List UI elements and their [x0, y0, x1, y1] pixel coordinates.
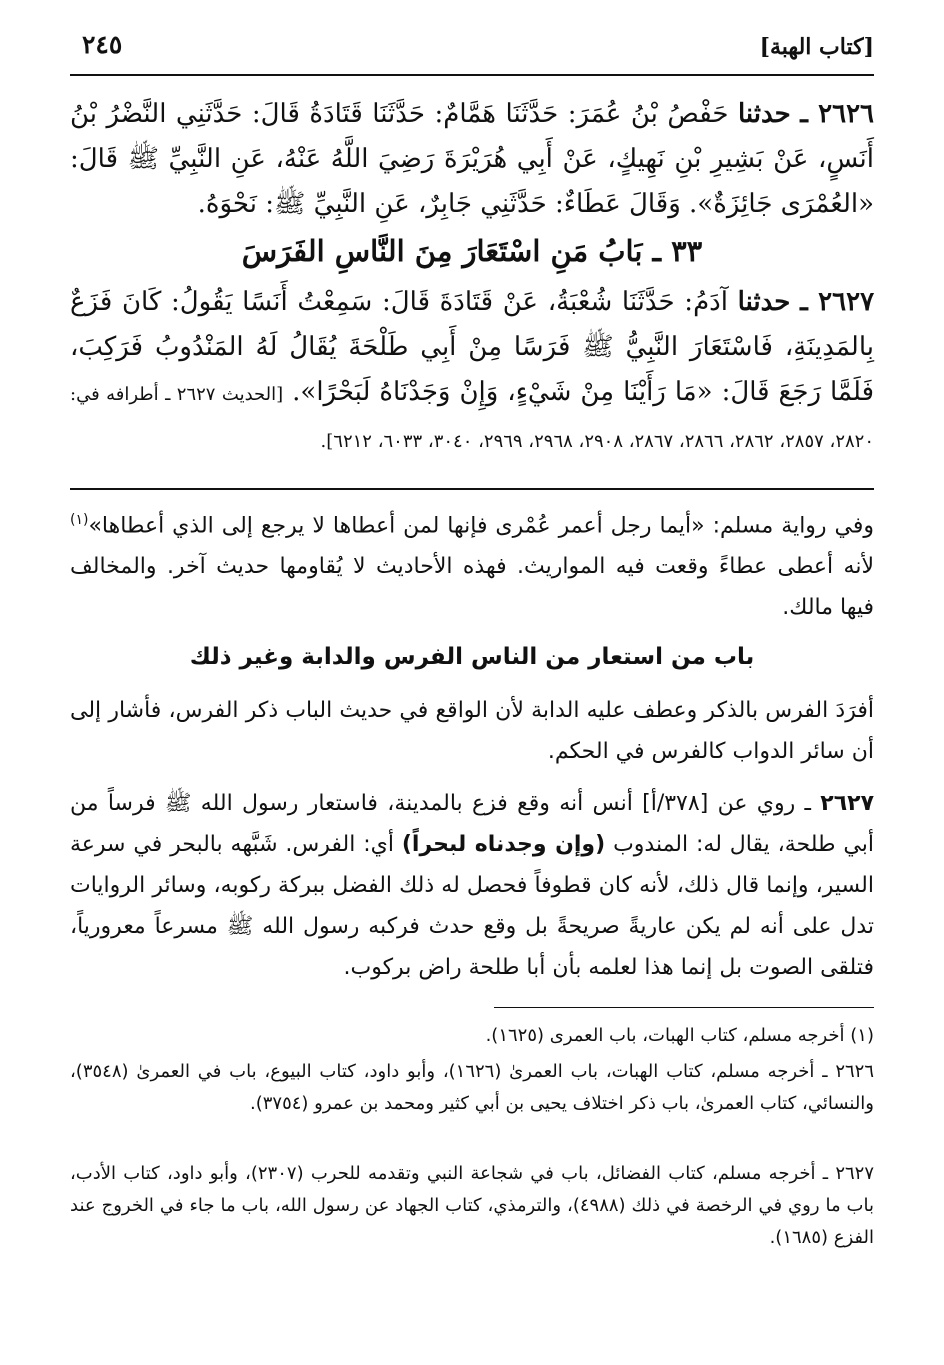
footnote-1: (١) أخرجه مسلم، كتاب الهبات، باب العمرى (١٦٢٥).: [485, 1025, 874, 1046]
header-rule: [70, 74, 874, 76]
commentary-text: لأنه أعطى عطاءً وقعت فيه المواريث. فهذه الأحاديث لا يُقاومها حديث آخر. والمخالف فيها مالك.: [70, 554, 874, 621]
commentary-paragraph-2: أفرَدَ الفرس بالذكر وعطف عليه الدابة لأن الواقع في حديث الباب ذكر الفرس، فأشار إلى أن سائر الدواب كالفرس في الحكم.: [70, 698, 874, 764]
hadith-2627: [70, 280, 874, 464]
quoted-phrase: (وإن وجدناه لبحراً): [401, 832, 606, 857]
commentary-paragraph-3: [70, 783, 874, 988]
section-separator: [70, 488, 874, 490]
hadith-intro: حدثنا: [737, 287, 791, 317]
commentary-paragraph-1: [70, 500, 874, 628]
footnote-2626: ٢٦٢٦ ـ أخرجه مسلم، كتاب الهبات، باب العمرىٰ (١٦٢٦)، وأبو داود، كتاب البيوع، باب في العمرىٰ (٣٥٤٨)، والنسائي، كتاب العمرىٰ، باب ذكر اختلاف يحيى بن أبي كثير ومحمد بن عمرو (٣٧٥٤).: [70, 1061, 874, 1114]
footnote-rule: [494, 1007, 874, 1008]
hadith-2626: [70, 92, 874, 227]
chapter-heading: ٣٣ ـ بَابُ مَنِ اسْتَعَارَ مِنَ النَّاسِ الفَرَسَ: [241, 234, 703, 268]
hadith-text: آدَمُ: حَدَّثَنَا شُعْبَةُ، عَنْ قَتَادَةَ قَالَ: سَمِعْتُ أَنَسًا يَقُولُ: كَانَ فَزَعٌ بِالمَدِينَةِ، فَاسْتَعَارَ النَّبِيُّ ﷺ فَرَسًا مِنْ أَبِي طَلْحَةَ يُقَالُ لَهُ المَنْدُوبُ فَرَكِبَ، فَلَمَّا رَجَعَ قَالَ: «مَا رَأَيْنَا مِنْ شَيْءٍ، وَإِنْ وَجَدْنَاهُ لَبَحْرًا».: [70, 287, 874, 407]
commentary-text: أي: الفرس. شَبَّهه بالبحر في سرعة السير، وإنما قال ذلك، لأنه كان قطوفاً فحصل له ذلك الفضل ببركة ركوبه، وسائر الروايات تدل على أنه لم يكن عاريةً صريحةً بل وقع حدث فركبه رسول الله ﷺ مسرعاً معرورياً، فتلقى الصوت بل إنما هذا لعلمه بأن أبا طلحة راض بركوب.: [70, 832, 874, 980]
hadith-number: ٢٦٢٦ ـ: [800, 99, 874, 129]
hadith-intro: حدثنا: [738, 99, 791, 129]
page-number: ٢٤٥: [82, 30, 123, 59]
footnote-2627: ٢٦٢٧ ـ أخرجه مسلم، كتاب الفضائل، باب في شجاعة النبي وتقدمه للحرب (٢٣٠٧)، وأبو داود، كتاب الأدب، باب ما روي في الرخصة في ذلك (٤٩٨٨)، والترمذي، كتاب الجهاد عن رسول الله، باب ما جاء في الخروج عند الفزع (١٦٨٥).: [70, 1163, 874, 1248]
hadith-cross-reference: [الحديث ٢٦٢٧ ـ أطرافه في: ٢٨٢٠، ٢٨٥٧، ٢٨٦٢، ٢٨٦٦، ٢٨٦٧، ٢٩٠٨، ٢٩٦٨، ٢٩٦٩، ٣٠٤٠، ٦٠٣٣، ٦٢١٢].: [70, 384, 874, 452]
commentary-text: وفي رواية مسلم: «أيما رجل أعمر عُمْرى فإنها لمن أعطاها لا يرجع إلى الذي أعطاها»: [88, 513, 874, 539]
hadith-text: حَفْصُ بْنُ عُمَرَ: حَدَّثَنَا هَمَّامٌ: حَدَّثَنَا قَتَادَةُ قَالَ: حَدَّثَنِي النَّضْرُ بْنُ أَنَسٍ، عَنْ بَشِيرِ بْنِ نَهِيكٍ، عَنْ أَبِي هُرَيْرَةَ رَضِيَ اللَّهُ عَنْهُ، عَنِ النَّبِيِّ ﷺ قَالَ: «العُمْرَى جَائِزَةٌ». وَقَالَ عَطَاءٌ: حَدَّثَنِي جَابِرٌ، عَنِ النَّبِيِّ ﷺ: نَحْوَهُ.: [70, 99, 874, 219]
footnote-marker: (١): [70, 512, 89, 528]
hadith-number: ٢٦٢٧: [820, 791, 874, 816]
page-header: [70, 30, 874, 72]
hadith-number: ٢٦٢٧ ـ: [800, 287, 875, 317]
commentary-sub-heading: باب من استعار من الناس الفرس والدابة وغير ذلك: [189, 644, 755, 670]
commentary-text: ـ روي عن [٣٧٨/أ] أنس أنه وقع فزع بالمدينة، فاستعار رسول الله ﷺ فرساً من أبي طلحة، يقال له: المندوب: [70, 791, 874, 857]
running-title: [كتاب الهبة]: [759, 34, 874, 60]
